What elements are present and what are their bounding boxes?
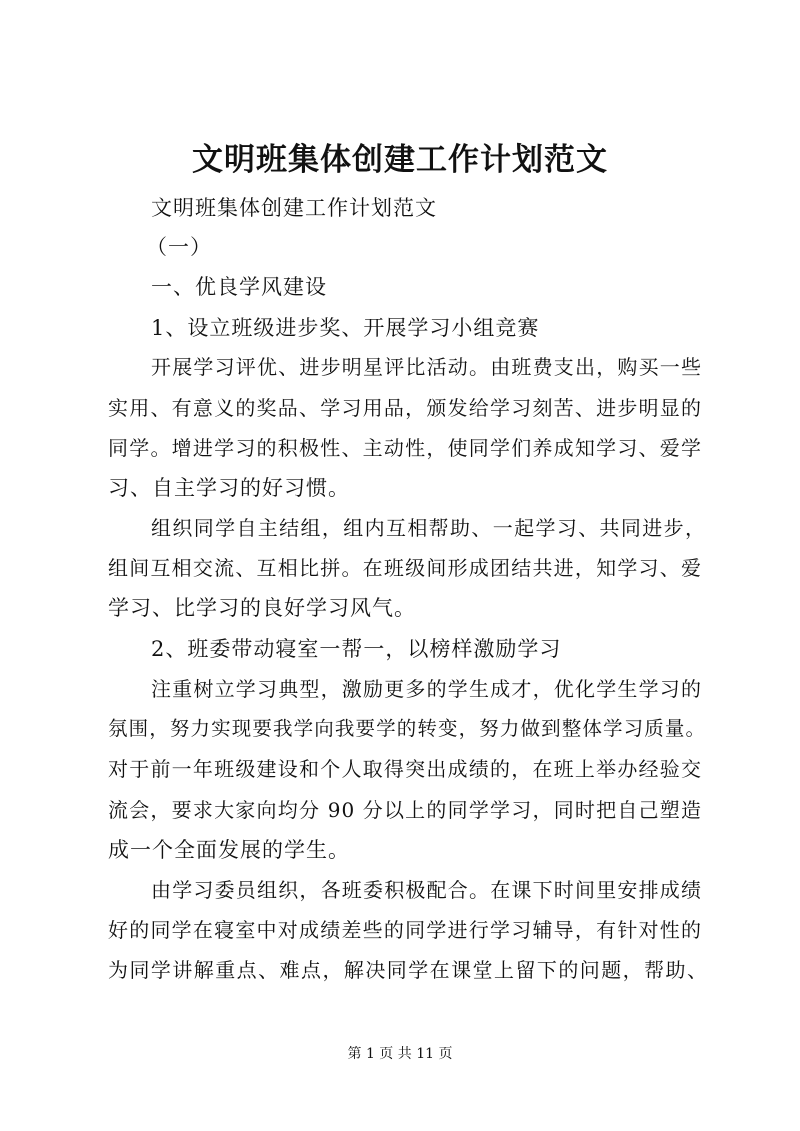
part-marker: （一）: [146, 235, 212, 259]
paragraph-line: 组间互相交流、互相比拼。在班级间形成团结共进，知学习、爱: [108, 556, 702, 580]
paragraph-line: 同学。增进学习的积极性、主动性，使同学们养成知学习、爱学: [108, 436, 702, 460]
document-subtitle: 文明班集体创建工作计划范文: [151, 196, 437, 220]
paragraph-line: 注重树立学习典型，激励更多的学生成才，优化学生学习的: [151, 677, 702, 701]
paragraph-line: 流会，要求大家向均分 90 分以上的同学学习，同时把自己塑造: [108, 798, 702, 822]
paragraph-line: 开展学习评优、进步明星评比活动。由班费支出，购买一些: [151, 355, 702, 379]
section-heading: 一、优良学风建设: [151, 275, 327, 299]
paragraph-line: 实用、有意义的奖品、学习用品，颁发给学习刻苦、进步明显的: [108, 396, 702, 420]
item-heading: 2、班委带动寝室一帮一，以榜样激励学习: [151, 637, 562, 661]
paragraph-line: 习、自主学习的好习惯。: [108, 476, 350, 500]
paragraph-line: 由学习委员组织，各班委积极配合。在课下时间里安排成绩: [151, 878, 702, 902]
paragraph-line: 组织同学自主结组，组内互相帮助、一起学习、共同进步，: [151, 516, 706, 540]
paragraph-line: 为同学讲解重点、难点，解决同学在课堂上留下的问题，帮助、: [108, 958, 708, 982]
paragraph-line: 好的同学在寝室中对成绩差些的同学进行学习辅导，有针对性的: [108, 918, 702, 942]
page-number-footer: 第 1 页 共 11 页: [347, 1046, 453, 1062]
document-title: 文明班集体创建工作计划范文: [192, 142, 608, 178]
item-heading: 1、设立班级进步奖、开展学习小组竞赛: [151, 316, 540, 340]
paragraph-line: 成一个全面发展的学生。: [108, 838, 350, 862]
paragraph-line: 对于前一年班级建设和个人取得突出成绩的，在班上举办经验交: [108, 757, 702, 781]
paragraph-line: 氛围，努力实现要我学向我要学的转变，努力做到整体学习质量。: [108, 717, 706, 740]
paragraph-line: 学习、比学习的良好学习风气。: [108, 596, 416, 620]
